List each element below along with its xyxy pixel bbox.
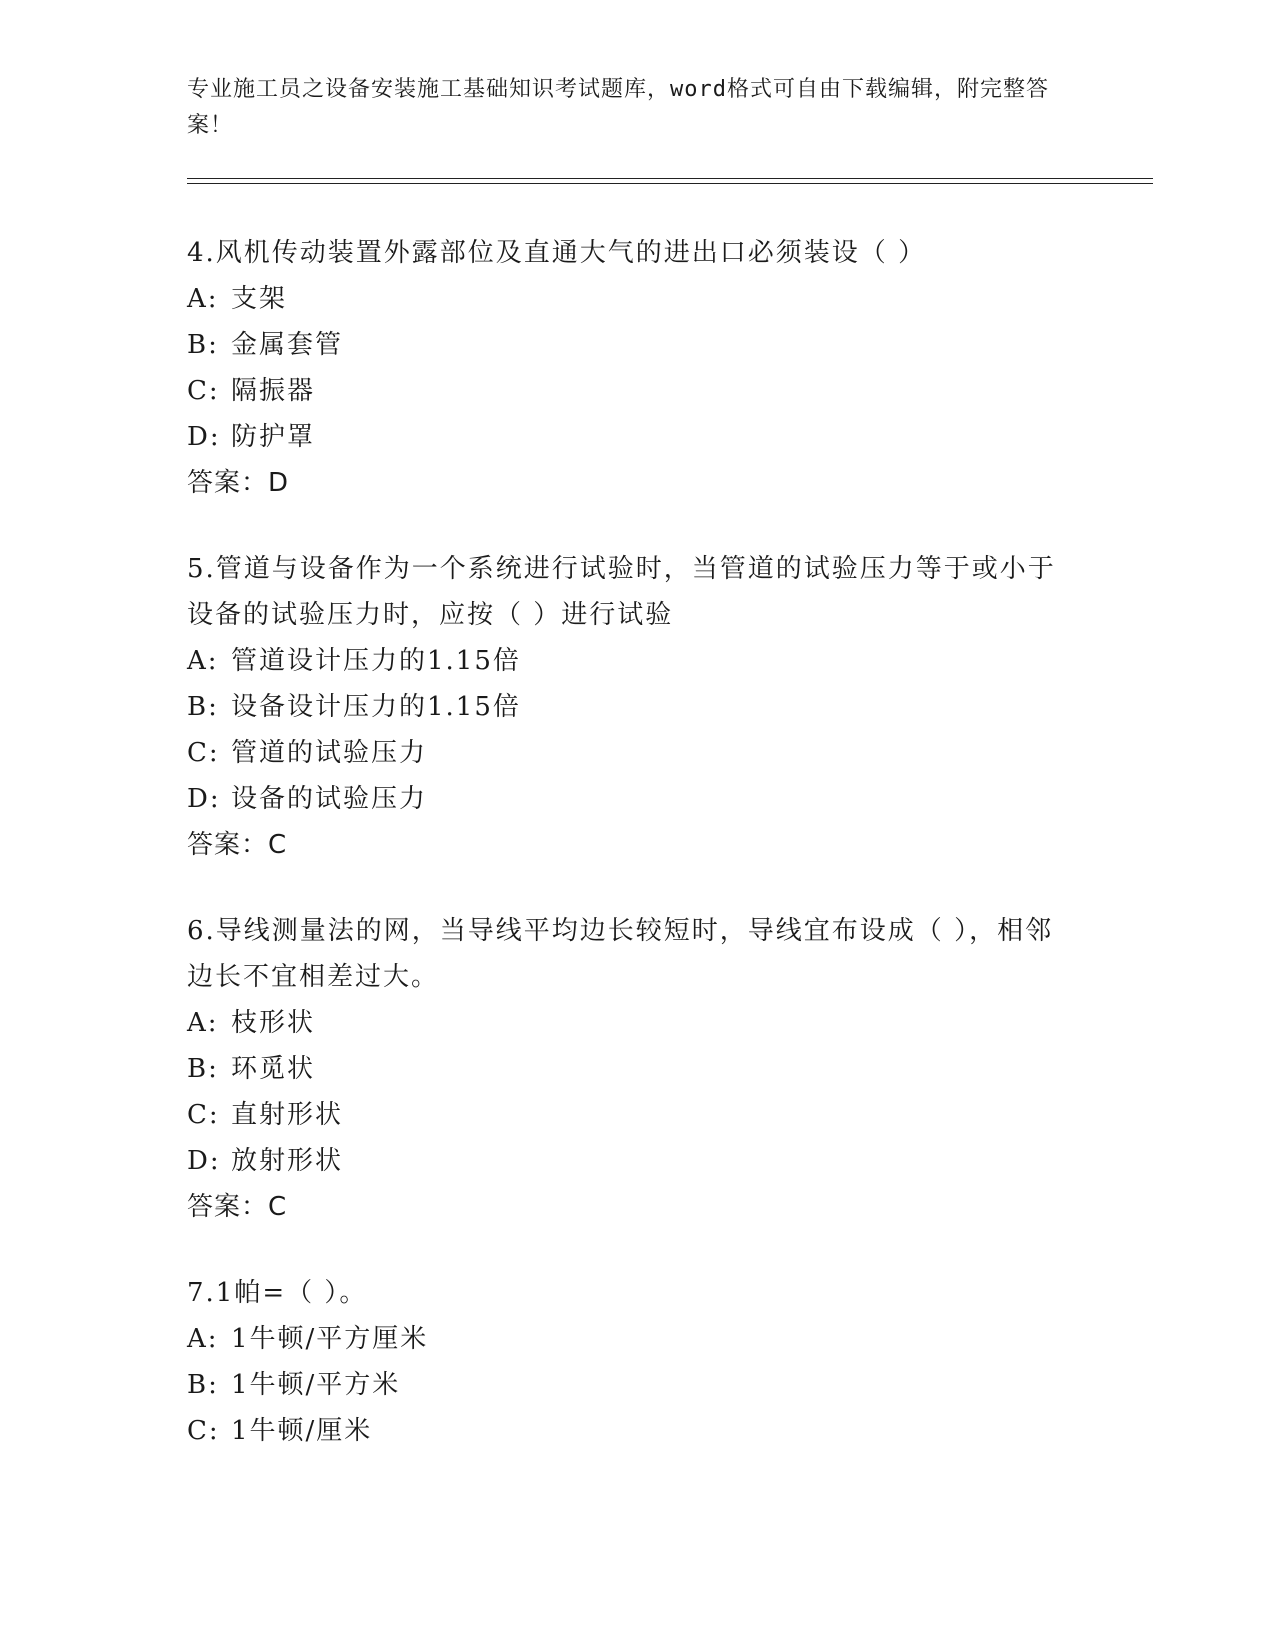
option-text: 放射形状 bbox=[231, 1146, 344, 1176]
option-label: D: bbox=[187, 784, 221, 814]
option-c bbox=[187, 368, 1087, 414]
option-label: D: bbox=[187, 422, 221, 452]
option-text: 管道的试验压力 bbox=[231, 738, 428, 768]
header-text: 专业施工员之设备安装施工基础知识考试题库，word格式可自由下载编辑，附完整答案！ bbox=[187, 77, 1049, 138]
question-4 bbox=[187, 230, 1087, 506]
option-label: D: bbox=[187, 1146, 221, 1176]
question-stem: 6.导线测量法的网，当导线平均边长较短时，导线宜布设成（ ），相邻边长不宜相差过大。 bbox=[187, 916, 1054, 992]
header-divider-bottom bbox=[187, 183, 1153, 184]
option-text: 防护罩 bbox=[231, 422, 316, 452]
option-text: 直射形状 bbox=[231, 1100, 344, 1130]
option-b bbox=[187, 1362, 1087, 1408]
option-label: C: bbox=[187, 376, 220, 406]
header-divider-top bbox=[187, 178, 1153, 179]
question-stem: 5.管道与设备作为一个系统进行试验时，当管道的试验压力等于或小于设备的试验压力时，应按（ ）进行试验 bbox=[187, 554, 1056, 630]
option-text: 隔振器 bbox=[231, 376, 316, 406]
option-d bbox=[187, 414, 1087, 460]
option-text: 金属套管 bbox=[231, 330, 344, 360]
option-text: 1牛顿/厘米 bbox=[231, 1416, 373, 1446]
option-label: A: bbox=[187, 1008, 219, 1038]
option-a bbox=[187, 276, 1087, 322]
option-c bbox=[187, 1092, 1087, 1138]
option-a bbox=[187, 1316, 1087, 1362]
answer-line: 答案：C bbox=[187, 1192, 288, 1222]
option-c bbox=[187, 730, 1087, 776]
option-a bbox=[187, 638, 1087, 684]
option-c bbox=[187, 1408, 1087, 1454]
option-text: 1牛顿/平方厘米 bbox=[231, 1324, 429, 1354]
option-label: C: bbox=[187, 1416, 220, 1446]
answer-line: 答案：C bbox=[187, 830, 288, 860]
option-text: 支架 bbox=[231, 284, 288, 314]
option-label: B: bbox=[187, 330, 219, 360]
option-label: B: bbox=[187, 692, 219, 722]
option-text: 1牛顿/平方米 bbox=[231, 1370, 401, 1400]
option-label: B: bbox=[187, 1370, 219, 1400]
question-stem: 7.1帕=（ ）。 bbox=[187, 1278, 368, 1308]
option-label: B: bbox=[187, 1054, 219, 1084]
option-text: 管道设计压力的1.15倍 bbox=[231, 646, 521, 676]
document-header bbox=[187, 72, 1067, 144]
option-text: 环觅状 bbox=[231, 1054, 316, 1084]
option-label: A: bbox=[187, 646, 219, 676]
question-5 bbox=[187, 546, 1087, 868]
option-d bbox=[187, 1138, 1087, 1184]
option-text: 设备设计压力的1.15倍 bbox=[231, 692, 521, 722]
answer-line: 答案：D bbox=[187, 468, 290, 498]
option-label: C: bbox=[187, 738, 220, 768]
option-label: C: bbox=[187, 1100, 220, 1130]
option-b bbox=[187, 322, 1087, 368]
question-6 bbox=[187, 908, 1087, 1230]
question-7 bbox=[187, 1270, 1087, 1454]
question-stem: 4.风机传动装置外露部位及直通大气的进出口必须装设（ ） bbox=[187, 238, 927, 268]
option-text: 设备的试验压力 bbox=[231, 784, 428, 814]
option-a bbox=[187, 1000, 1087, 1046]
option-label: A: bbox=[187, 1324, 219, 1354]
option-b bbox=[187, 1046, 1087, 1092]
option-text: 枝形状 bbox=[231, 1008, 316, 1038]
option-label: A: bbox=[187, 284, 219, 314]
option-b bbox=[187, 684, 1087, 730]
option-d bbox=[187, 776, 1087, 822]
question-list bbox=[187, 230, 1087, 1494]
